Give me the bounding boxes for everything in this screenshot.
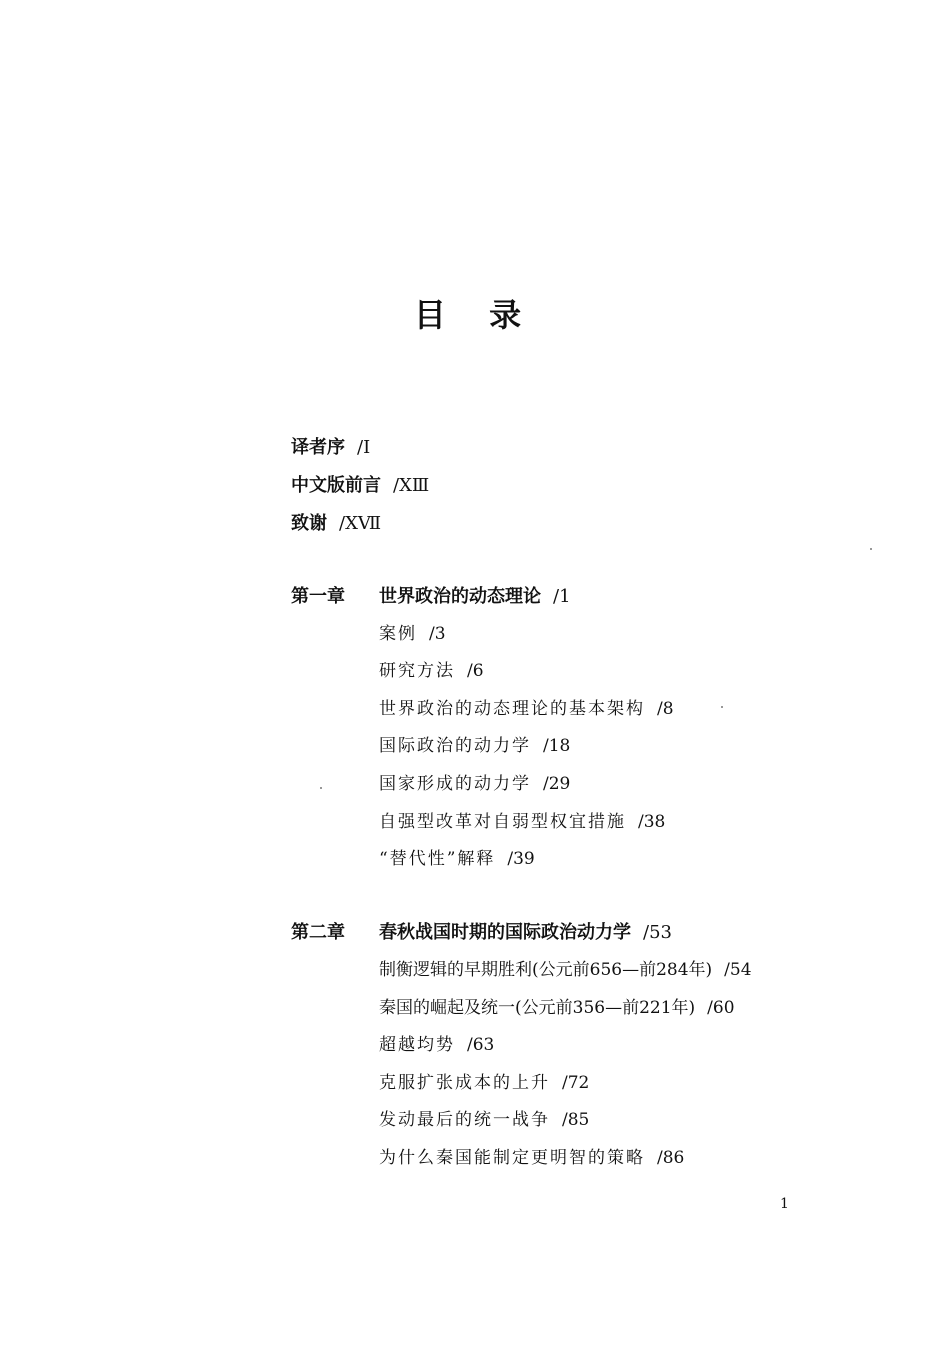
section-entry (379, 697, 674, 721)
front-entry-acknowledgements (291, 512, 381, 536)
section-title: 国际政治的动力学 (379, 736, 531, 756)
section-title: 自强型改革对自弱型权宜措施 (379, 812, 626, 832)
section-page: /72 (562, 1073, 590, 1093)
section-entry (379, 1146, 684, 1170)
entry-label: 译者序 (291, 437, 345, 458)
section-title: 为什么秦国能制定更明智的策略 (379, 1148, 645, 1168)
section-page: /3 (429, 624, 446, 644)
chapter-title: 世界政治的动态理论 (379, 586, 541, 607)
chapter-page: /1 (553, 586, 571, 607)
section-title: 国家形成的动力学 (379, 774, 531, 794)
section-page: /86 (657, 1148, 685, 1168)
section-page: /38 (638, 812, 666, 832)
section-entry (379, 1071, 589, 1095)
section-page: /29 (543, 774, 571, 794)
scan-speck (870, 548, 872, 550)
section-entry (379, 810, 665, 834)
entry-label: 致谢 (291, 513, 327, 534)
section-page: /85 (562, 1110, 590, 1130)
section-page: /63 (467, 1035, 495, 1055)
section-page: /8 (657, 699, 674, 719)
chapter-2-heading (291, 921, 672, 945)
section-page: /54 (724, 960, 752, 980)
section-page: /39 (507, 849, 535, 869)
section-entry (379, 1108, 589, 1132)
chapter-number: 第一章 (291, 586, 345, 607)
section-title: 克服扩张成本的上升 (379, 1073, 550, 1093)
section-page: /60 (707, 998, 735, 1018)
entry-page: /Ⅰ (357, 437, 371, 458)
chapter-1-heading (291, 585, 571, 609)
section-title: 制衡逻辑的早期胜利(公元前656—前284年) (379, 960, 713, 980)
chapter-page: /53 (643, 922, 672, 943)
scan-speck (721, 706, 723, 708)
front-entry-chinese-preface (291, 474, 429, 498)
chapter-title: 春秋战国时期的国际政治动力学 (379, 922, 631, 943)
section-page: /6 (467, 661, 484, 681)
section-title: 秦国的崛起及统一(公元前356—前221年) (379, 998, 696, 1018)
section-title: 发动最后的统一战争 (379, 1110, 550, 1130)
section-title: “替代性”解释 (379, 849, 496, 869)
section-page: /18 (543, 736, 571, 756)
section-entry (379, 958, 752, 982)
scan-speck (320, 787, 322, 789)
section-entry (379, 622, 446, 646)
section-title: 案例 (379, 624, 417, 644)
page-number: 1 (780, 1196, 789, 1212)
section-title: 超越均势 (379, 1035, 455, 1055)
front-entry-translator-preface (291, 436, 370, 460)
section-entry (379, 996, 735, 1020)
section-entry (379, 1033, 494, 1057)
entry-page: /ⅩⅦ (339, 513, 382, 534)
section-entry (379, 772, 570, 796)
entry-label: 中文版前言 (291, 475, 381, 496)
toc-title: 目 录 (413, 296, 538, 334)
chapter-number: 第二章 (291, 922, 345, 943)
section-entry (379, 659, 484, 683)
section-entry (379, 734, 570, 758)
section-title: 世界政治的动态理论的基本架构 (379, 699, 645, 719)
section-title: 研究方法 (379, 661, 455, 681)
entry-page: /ⅩⅢ (393, 475, 430, 496)
section-entry (379, 847, 535, 871)
